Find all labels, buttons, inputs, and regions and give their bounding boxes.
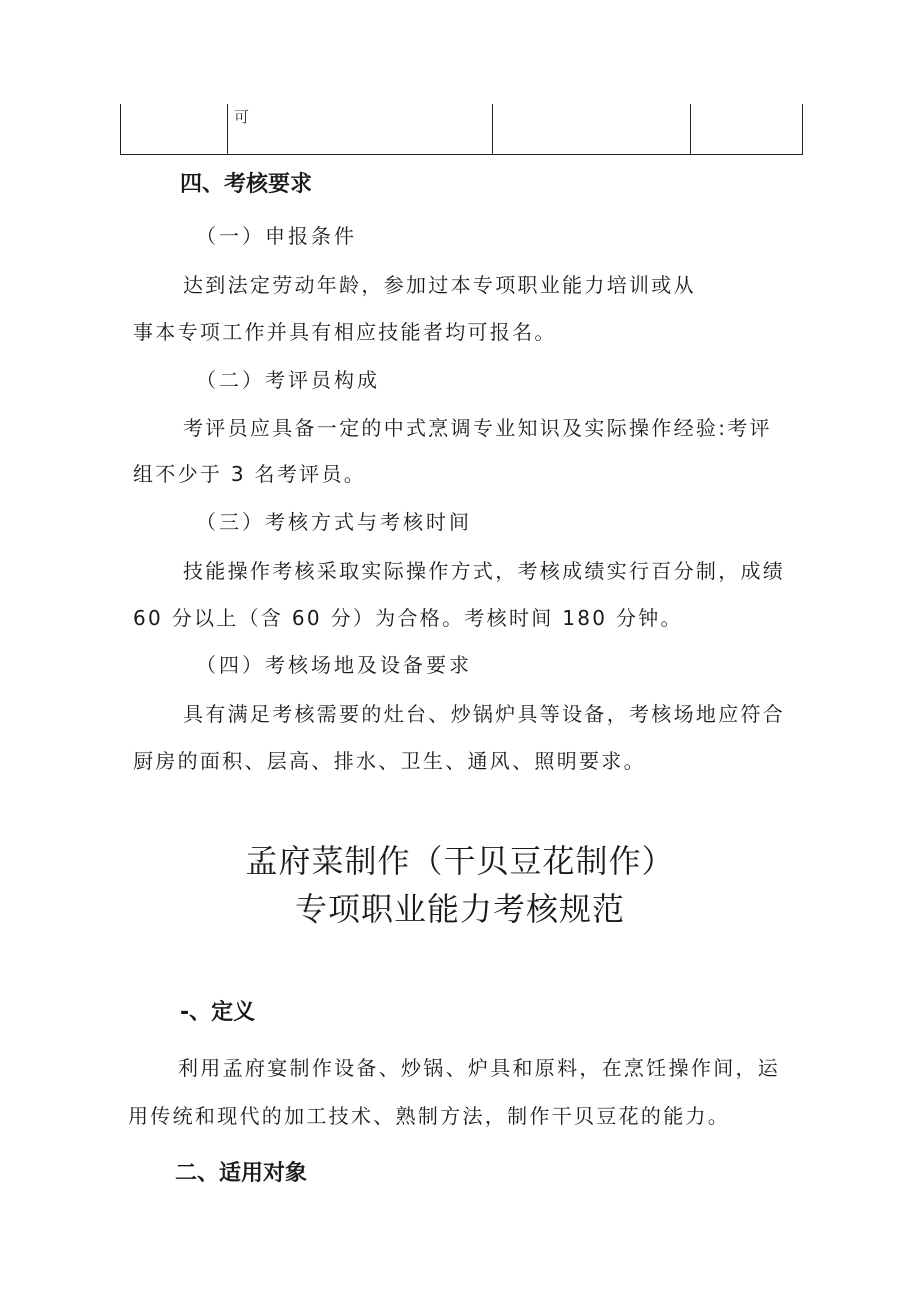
paragraph-line: 达到法定劳动年龄，参加过本专项职业能力培训或从 [183,273,696,297]
paragraph-line: 60 分以上（含 60 分）为合格。考核时间 180 分钟。 [133,606,683,630]
subheading-method-time: （三）考核方式与考核时间 [196,510,472,534]
paragraph-line: 组不少于 3 名考评员。 [133,462,367,486]
section-heading-requirements: 四、考核要求 [180,172,313,197]
table-cell [121,104,228,154]
table-fragment [120,104,803,155]
table-cell [493,104,691,154]
paragraph-line: 考评员应具备一定的中式烹调专业知识及实际操作经验:考评 [183,416,772,440]
paragraph-line: 厨房的面积、层高、排水、卫生、通风、照明要求。 [133,749,646,773]
paragraph-line: 事本专项工作并具有相应技能者均可报名。 [133,320,557,344]
subheading-examiners: （二）考评员构成 [196,368,380,392]
paragraph-line: 技能操作考核采取实际操作方式，考核成绩实行百分制，成绩 [183,559,786,583]
subheading-venue-equipment: （四）考核场地及设备要求 [196,653,472,677]
subheading-application: （一）申报条件 [196,224,357,248]
section-heading-definition: -、定义 [180,1000,256,1025]
section-heading-scope: 二、适用对象 [175,1161,308,1186]
paragraph-line: 用传统和现代的加工技术、熟制方法，制作干贝豆花的能力。 [128,1104,731,1128]
paragraph-line: 利用孟府宴制作设备、炒锅、炉具和原料，在烹饪操作间，运 [178,1056,781,1080]
table-cell [691,104,803,154]
document-title-line1: 孟府菜制作（干贝豆花制作） [245,842,675,880]
document-title-line2: 专项职业能力考核规范 [294,890,625,928]
paragraph-line: 具有满足考核需要的灶台、炒锅炉具等设备，考核场地应符合 [183,702,786,726]
table-row [121,104,803,154]
table-cell: 可 [228,104,493,154]
